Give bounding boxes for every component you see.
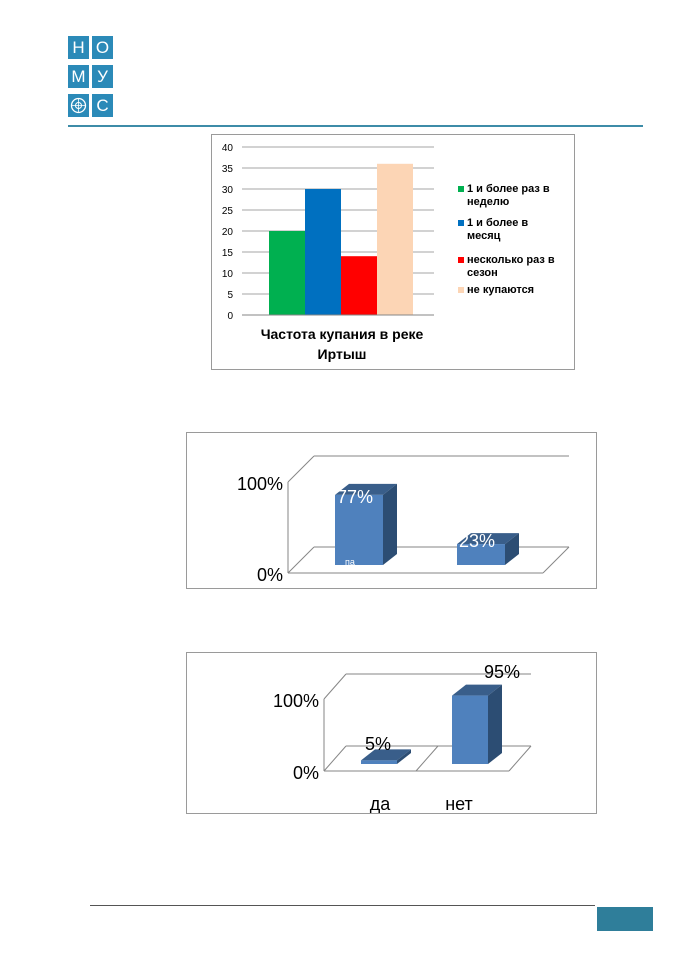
yes-no-chart-1 [186, 432, 597, 589]
y-tick-label: 100% [272, 691, 319, 711]
y-tick-label: 15 [221, 248, 233, 259]
category-label: па [345, 557, 355, 567]
header-rule [68, 125, 643, 127]
logo-emblem-icon [68, 94, 89, 117]
legend-swatch [458, 186, 464, 192]
chart-title-line-1: Частота купания в реке [260, 326, 424, 342]
bar [452, 685, 502, 764]
legend-label: не купаются [467, 284, 535, 296]
data-label: 95% [484, 662, 521, 682]
y-tick-label: 0% [256, 565, 283, 585]
bar [341, 256, 377, 315]
data-label: 23% [459, 531, 496, 551]
logo-letter-o: О [92, 36, 113, 59]
logo-letter-s: С [92, 94, 113, 117]
floor-divider [416, 746, 438, 771]
bar-front-face [452, 696, 488, 764]
legend-swatch [458, 287, 464, 293]
y-tick-label: 0% [292, 763, 319, 783]
bar-side-face [383, 484, 397, 565]
logo-letter-n: Н [68, 36, 89, 59]
y-tick-label: 35 [221, 164, 233, 175]
y-tick-label: 0 [227, 311, 233, 322]
logo-letter-m: М [68, 65, 89, 88]
legend-swatch [458, 257, 464, 263]
y-tick-label: 10 [221, 269, 233, 280]
bathing-frequency-chart [211, 134, 575, 370]
yes-no-plot-1 [187, 433, 596, 588]
floor-edge-left [324, 746, 346, 771]
yes-no-chart-2 [186, 652, 597, 814]
wall-edge-top [324, 674, 346, 699]
category-label: нет [445, 794, 473, 813]
bar [377, 164, 413, 315]
data-label: 77% [337, 487, 374, 507]
bar-front-face [361, 760, 397, 764]
legend-label: несколько раз в сезон [467, 254, 555, 279]
floor-edge-right [509, 746, 531, 771]
bar [305, 189, 341, 315]
legend-label: 1 и более в месяц [467, 217, 529, 242]
logo-letter-u: У [92, 65, 113, 88]
page-number-block [597, 907, 653, 931]
bar [269, 231, 305, 315]
chart-title-line-2: Иртыш [317, 346, 367, 362]
y-tick-label: 100% [236, 474, 283, 494]
y-tick-label: 25 [221, 206, 233, 217]
legend-label: 1 и более раз в неделю [467, 183, 550, 208]
y-tick-label: 30 [221, 185, 233, 196]
category-label: да [369, 794, 391, 813]
bathing-frequency-plot [212, 135, 574, 369]
footer-rule [90, 905, 595, 906]
wall-edge-top [288, 456, 314, 482]
y-tick-label: 20 [221, 227, 233, 238]
legend-swatch [458, 220, 464, 226]
y-tick-label: 5 [227, 290, 233, 301]
nomus-logo [68, 36, 114, 120]
floor-edge-left [288, 547, 314, 573]
data-label: 5% [365, 734, 392, 754]
floor-edge-right [543, 547, 569, 573]
yes-no-plot-2 [187, 653, 596, 813]
y-tick-label: 40 [221, 143, 233, 154]
bar-side-face [488, 685, 502, 764]
